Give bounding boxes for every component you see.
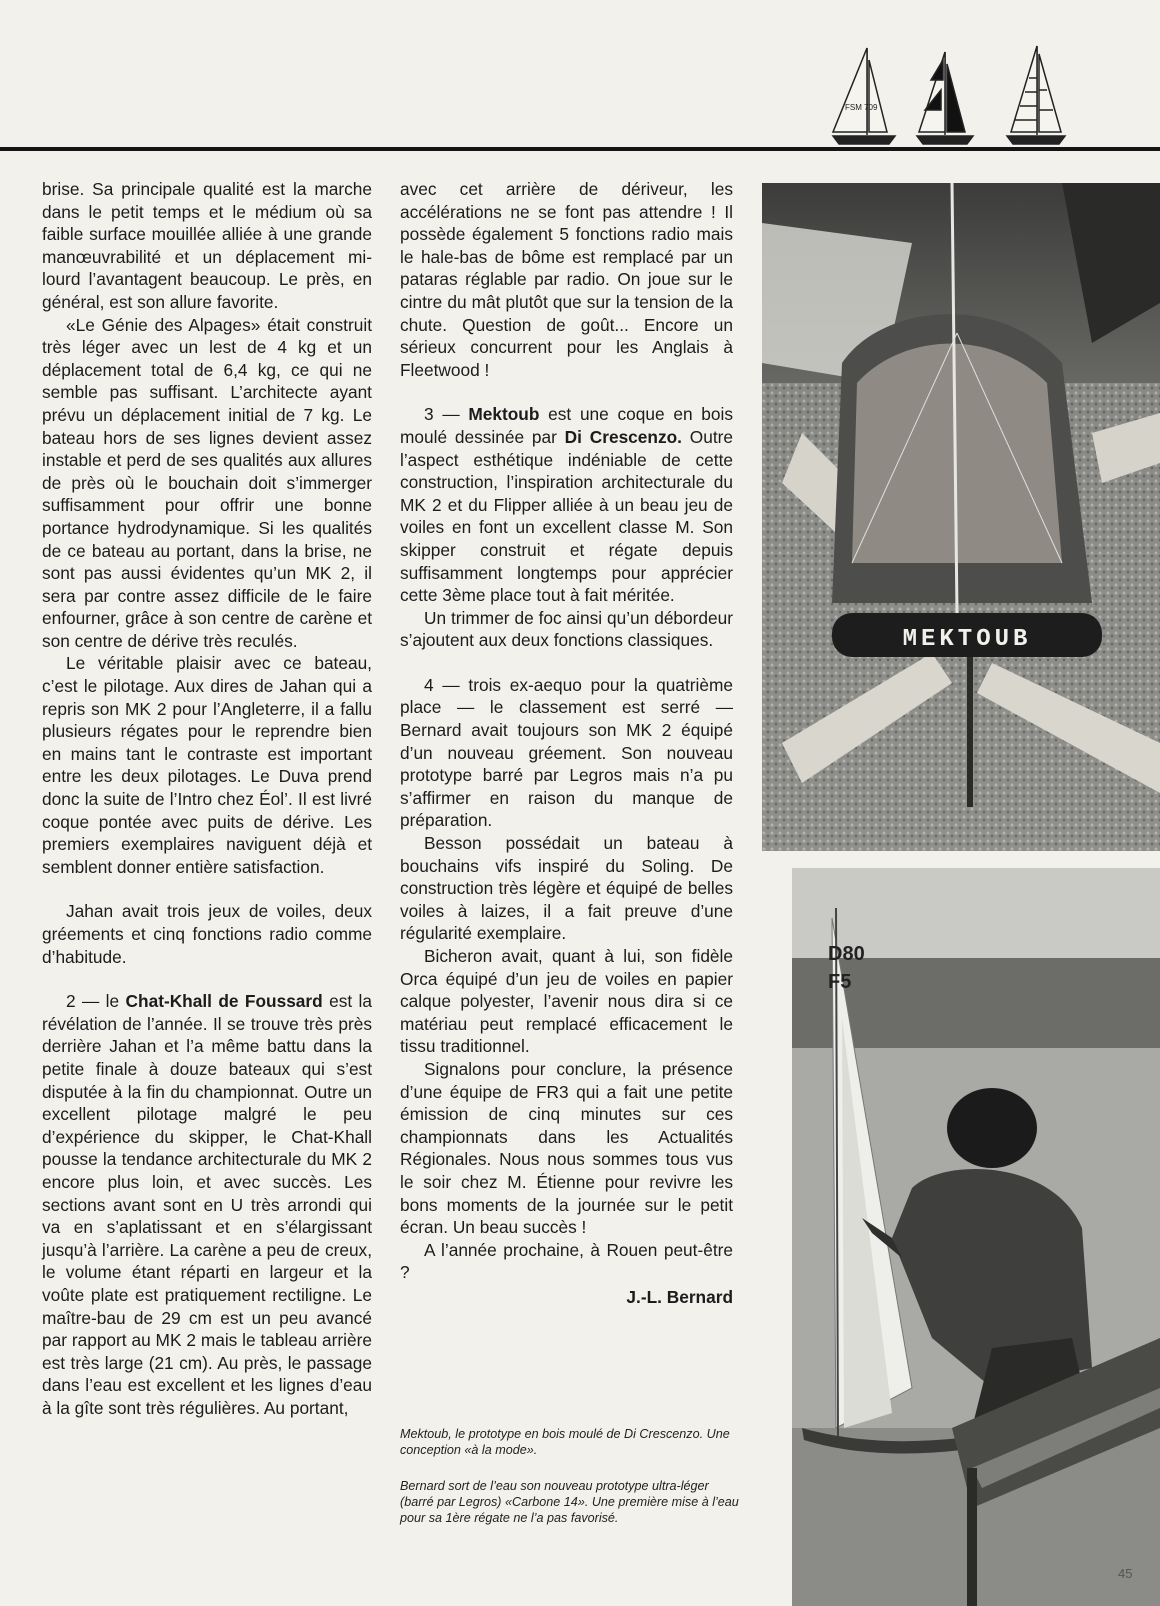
- paragraph: Signalons pour conclure, la présence d’une équipe de FR3 qui a fait une petite émission de cinq minutes sur ces championnats dans les Actualités Régionales. Nous nous sommes tous vus le soir chez M. Étienne pour revivre les bons moments de la journée sur le petit écran. Un beau succès !: [400, 1058, 733, 1238]
- boat-name: Chat-Khall de Foussard: [125, 991, 323, 1012]
- paragraph: 2 — le Chat-Khall de Foussard est la révélation de l’année. Il se trouve très près derrière Jahan et l’a même battu dans la petite finale à douze bateaux qui s’est disputée à la fin du championnat. Outre un excellent pilotage malgré le peu d’expérience du skipper, le Chat-Khall pousse la tendance architecturale du MK 2 encore plus loin, et avec succès. Les sections avant sont en U très arrondi qui va en s’aplatissant et en s’élargissant jusqu’à l’arrière. La carène a peu de creux, le volume étant réparti en largeur et la voûte plate est pratiquement rectiligne. Le maître-bau de 29 cm est un peu avancé par rapport au MK 2 mais le tableau arrière est très large (21 cm). Au près, le passage dans l’eau est excellent et les lignes d’eau à la gîte sont très régulières. Au portant,: [42, 991, 373, 1418]
- photo-caption: Bernard sort de l’eau son nouveau prototype ultra-léger (barré par Legros) «Carbone 14». Une première mise à l’eau pour sa 1ère régate ne l’a pas favorisé.: [400, 1479, 739, 1525]
- sailboat-icon: [1007, 46, 1065, 144]
- photo-caption: Mektoub, le prototype en bois moulé de Di Crescenzo. Une conception «à la mode».: [400, 1427, 730, 1457]
- paragraph: Bicheron avait, quant à lui, son fidèle Orca équipé d’un jeu de voiles en papier calque polyester, l’avenir nous dira si ce matériau peut remplacé efficacement le tissu traditionnel.: [400, 946, 733, 1057]
- sail-number: D80: [828, 943, 865, 965]
- article-column-2: [400, 178, 733, 1309]
- boat-name: Mektoub: [468, 404, 540, 425]
- photo-mektoub: [762, 183, 1160, 851]
- paragraph: avec cet arrière de dériveur, les accélérations ne se font pas attendre ! Il possède également 5 fonctions radio mais le hale-bas de bôme est remplacé par un pataras réglable par radio. On joue sur le cintre du mât plutôt que sur la tension de la chute. Question de goût... Encore un sérieux concurrent pour les Anglais à Fleetwood !: [400, 179, 733, 380]
- sail-number-icon-text: FSM 709: [845, 103, 878, 112]
- paragraph: 3 — Mektoub est une coque en bois moulé dessinée par Di Crescenzo. Outre l’aspect esthétique indéniable de cette construction, l’inspiration architecturale du MK 2 et du Flipper alliée à un beau jeu de voiles en font un excellent classe M. Son skipper construit et régate depuis suffisamment longtemps pour apprécier cette 3ème place tout à fait méritée.: [400, 404, 733, 606]
- header-rule: [0, 147, 1160, 151]
- paragraph: Besson possédait un bateau à bouchains vifs inspiré du Soling. De construction très légère et équipé de belles voiles à laizes, il a fait preuve d’une régularité exemplaire.: [400, 833, 733, 944]
- sailboat-icon: [833, 48, 895, 144]
- article-column-1: [42, 178, 372, 1419]
- paragraph: Jahan avait trois jeux de voiles, deux gréements et cinq fonctions radio comme d’habitude.: [42, 901, 372, 967]
- transom-name: MEKTOUB: [902, 626, 1032, 653]
- paragraph: Le véritable plaisir avec ce bateau, c’est le pilotage. Aux dires de Jahan qui a repris son MK 2 pour l’Angleterre, il a fallu plusieurs régates pour le reprendre bien en mains tant le contraste est important entre les deux pilotages. Le Duva prend donc la suite de l’Intro chez Éol’. Il est livré coque pontée avec puits de dérive. Les premiers exemplaires naviguent déjà et semblent donner entière satisfaction.: [42, 653, 372, 877]
- paragraph: «Le Génie des Alpages» était construit très léger avec un lest de 4 kg et un déplacement total de 6,4 kg, ce qui ne semble pas suffisant. L’architecte ayant prévu un déplacement initial de 7 kg. Le bateau hors de ses lignes devient assez instable et perd de ses qualités aux allures de près où le bouchain doit s’immerger suffisamment pour offrir une bonne portance hydrodynamique. Si les qualités de ce bateau au portant, dans la brise, ne sont pas aussi évidentes qu’un MK 2, il sera par contre assez difficile de le faire enfourner, grâce à son centre de carène et son centre de dérive très reculés.: [42, 314, 372, 651]
- page-number: 45: [1118, 1566, 1133, 1581]
- sailboat-icons-header: [825, 40, 1125, 150]
- photo-carbone-14: [792, 868, 1160, 1606]
- paragraph: 4 — trois ex-aequo pour la quatrième place — le classement est serré — Bernard avait toujours son MK 2 équipé d’un nouveau gréement. Son nouveau prototype barré par Legros mais n’a pu s’affirmer en raison du manque de préparation.: [400, 674, 733, 831]
- sail-number: F5: [828, 971, 852, 993]
- paragraph: brise. Sa principale qualité est la marche dans le petit temps et le médium où sa faible surface mouillée alliée à une grande manœuvrabilité et un déplacement mi-lourd l’avantagent beaucoup. Le près, en général, est son allure favorite.: [42, 179, 372, 312]
- designer-name: Di Crescenzo.: [564, 426, 682, 447]
- paragraph: Un trimmer de foc ainsi qu’un débordeur s’ajoutent aux deux fonctions classiques.: [400, 607, 733, 651]
- author-signature: J.-L. Bernard: [626, 1286, 733, 1307]
- sailboat-icon: [917, 52, 973, 144]
- paragraph: A l’année prochaine, à Rouen peut-être ?: [400, 1239, 733, 1283]
